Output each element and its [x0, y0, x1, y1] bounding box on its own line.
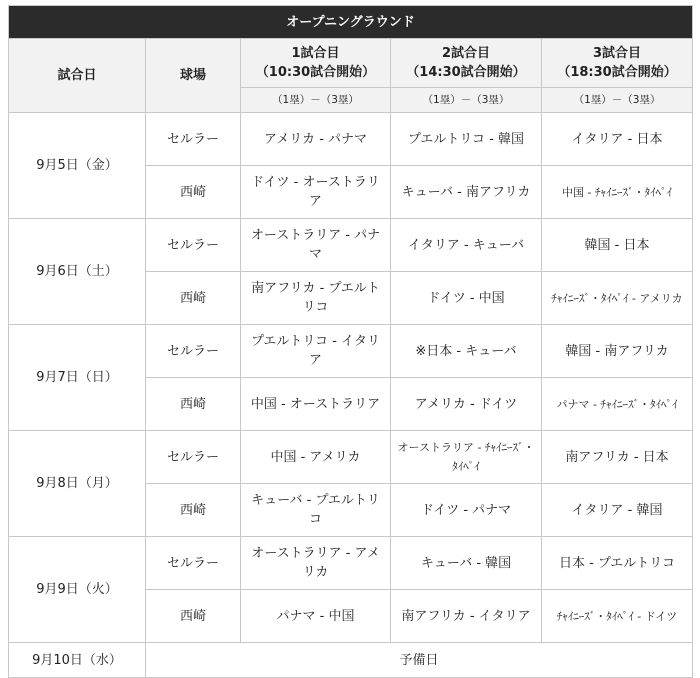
match-date: 9月6日（土） [9, 219, 146, 325]
table-row [9, 537, 693, 590]
matchup-cell: ドイツ - オーストラリア [241, 166, 391, 219]
header-date: 試合日 [9, 39, 146, 113]
game-1-name: 1試合目 [291, 46, 340, 61]
match-date: 9月5日（金） [9, 113, 146, 219]
matchup-cell: プエルトリコ - 韓国 [391, 113, 542, 166]
venue-cell: セルラー [146, 219, 241, 272]
matchup-cell: パナマ - ﾁｬｲﾆｰｽﾞ・ﾀｲﾍﾟｲ [542, 378, 693, 431]
matchup-cell: ドイツ - パナマ [391, 484, 542, 537]
reserve-label: 予備日 [146, 643, 693, 678]
header-game-1 [241, 39, 391, 88]
game-1-sides: （1塁）－（3塁） [241, 88, 391, 113]
matchup-cell: 日本 - プエルトリコ [542, 537, 693, 590]
matchup-cell: 南アフリカ - プエルトリコ [241, 272, 391, 325]
matchup-cell: オーストラリア - アメリカ [241, 537, 391, 590]
table-row [9, 431, 693, 484]
matchup-cell: イタリア - 韓国 [542, 484, 693, 537]
matchup-cell: 中国 - ﾁｬｲﾆｰｽﾞ・ﾀｲﾍﾟｲ [542, 166, 693, 219]
matchup-cell: 南アフリカ - 日本 [542, 431, 693, 484]
venue-cell: 西崎 [146, 590, 241, 643]
matchup-cell: オーストラリア - ﾁｬｲﾆｰｽﾞ・ﾀｲﾍﾟｲ [391, 431, 542, 484]
game-2-sides: （1塁）－（3塁） [391, 88, 542, 113]
header-game-3 [542, 39, 693, 88]
venue-cell: セルラー [146, 537, 241, 590]
matchup-cell: イタリア - 日本 [542, 113, 693, 166]
matchup-cell: キューバ - 南アフリカ [391, 166, 542, 219]
venue-cell: セルラー [146, 113, 241, 166]
reserve-row [9, 643, 693, 678]
matchup-cell: アメリカ - パナマ [241, 113, 391, 166]
header-game-2 [391, 39, 542, 88]
match-date: 9月7日（日） [9, 325, 146, 431]
table-row [9, 219, 693, 272]
match-date: 9月8日（月） [9, 431, 146, 537]
matchup-cell: 中国 - アメリカ [241, 431, 391, 484]
table-row [9, 325, 693, 378]
venue-cell: 西崎 [146, 272, 241, 325]
game-1-time: （10:30試合開始） [255, 65, 376, 80]
venue-cell: セルラー [146, 431, 241, 484]
matchup-cell: 韓国 - 南アフリカ [542, 325, 693, 378]
matchup-cell: 韓国 - 日本 [542, 219, 693, 272]
table-row [9, 113, 693, 166]
venue-cell: 西崎 [146, 378, 241, 431]
matchup-cell: ﾁｬｲﾆｰｽﾞ・ﾀｲﾍﾟｲ - アメリカ [542, 272, 693, 325]
venue-cell: 西崎 [146, 484, 241, 537]
matchup-cell: プエルトリコ - イタリア [241, 325, 391, 378]
matchup-cell: キューバ - 韓国 [391, 537, 542, 590]
header-venue: 球場 [146, 39, 241, 113]
game-2-name: 2試合目 [441, 46, 491, 61]
matchup-cell: ※日本 - キューバ [391, 325, 542, 378]
matchup-cell: オーストラリア - パナマ [241, 219, 391, 272]
matchup-cell: ドイツ - 中国 [391, 272, 542, 325]
matchup-cell: イタリア - キューバ [391, 219, 542, 272]
matchup-cell: 南アフリカ - イタリア [391, 590, 542, 643]
matchup-cell: ﾁｬｲﾆｰｽﾞ・ﾀｲﾍﾟｲ - ドイツ [542, 590, 693, 643]
game-2-time: （14:30試合開始） [406, 65, 526, 80]
reserve-date: 9月10日（水） [9, 643, 146, 678]
table-title: オープニングラウンド [9, 6, 693, 39]
venue-cell: セルラー [146, 325, 241, 378]
matchup-cell: キューバ - プエルトリコ [241, 484, 391, 537]
game-3-time: （18:30試合開始） [557, 65, 677, 80]
game-3-sides: （1塁）－（3塁） [542, 88, 693, 113]
venue-cell: 西崎 [146, 166, 241, 219]
matchup-cell: 中国 - オーストラリア [241, 378, 391, 431]
opening-round-table [8, 5, 693, 678]
game-3-name: 3試合目 [593, 46, 642, 61]
matchup-cell: アメリカ - ドイツ [391, 378, 542, 431]
matchup-cell: パナマ - 中国 [241, 590, 391, 643]
match-date: 9月9日（火） [9, 537, 146, 643]
